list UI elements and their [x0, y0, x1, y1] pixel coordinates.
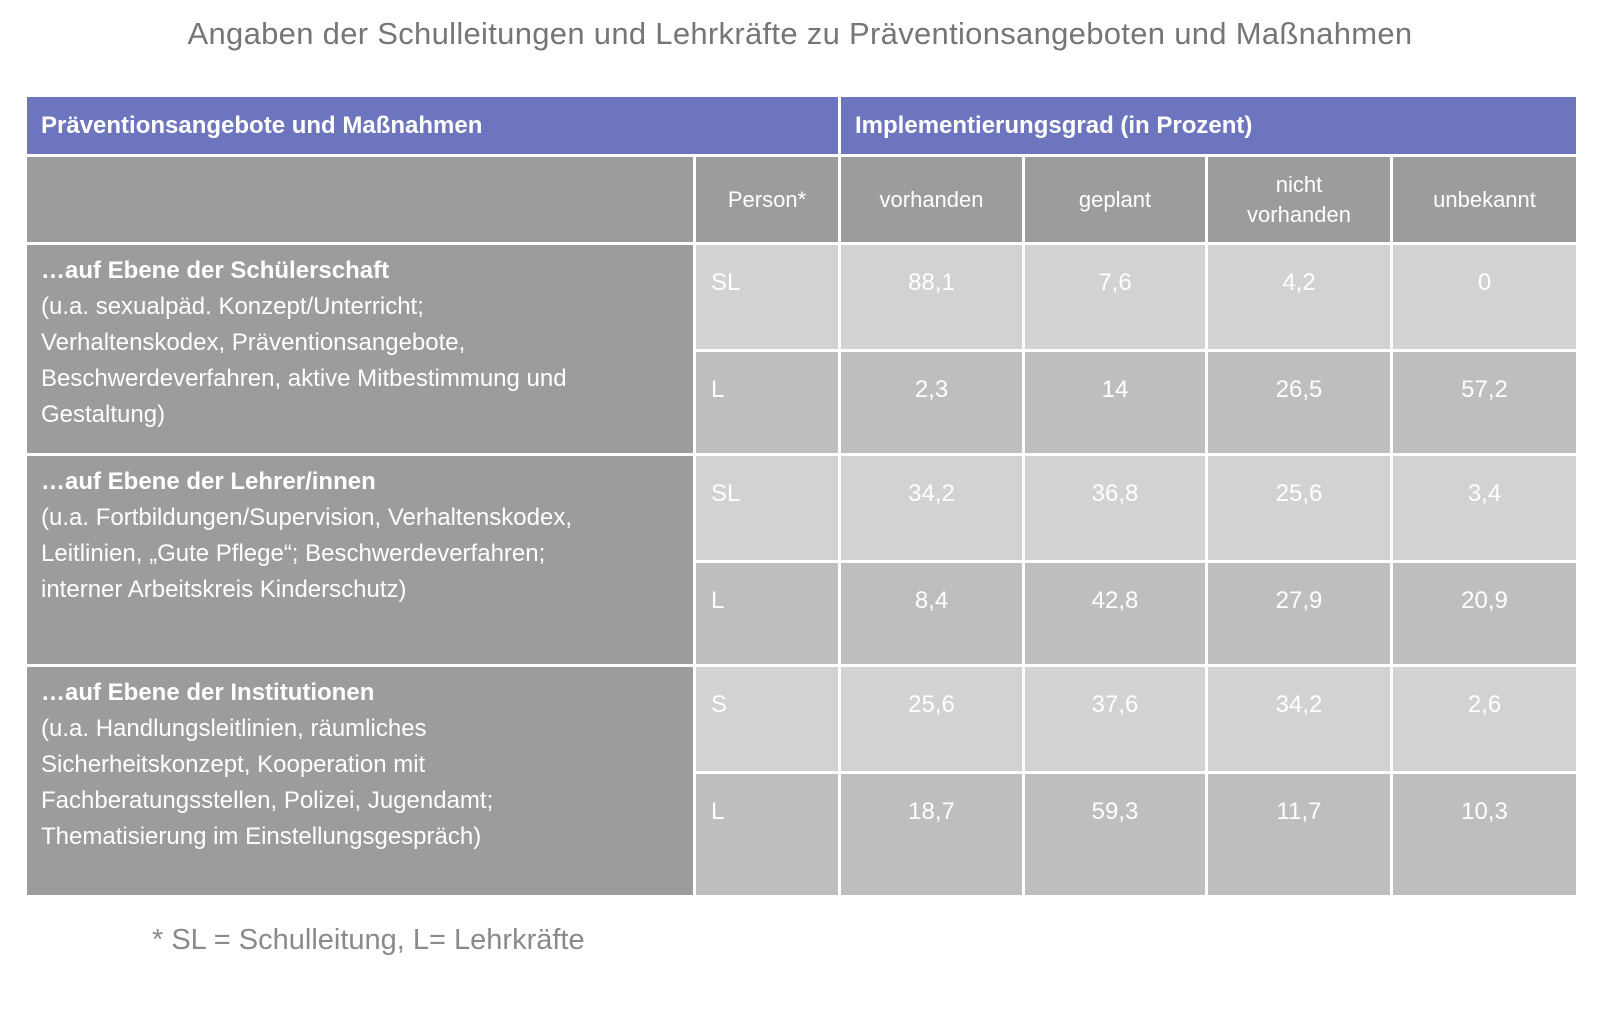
group-institutionen-description — [26, 666, 695, 897]
value-vorhanden: 25,6 — [840, 666, 1024, 773]
value-nicht-vorhanden: 27,9 — [1207, 562, 1392, 666]
person-cell: L — [695, 351, 840, 455]
value-nicht-vorhanden: 11,7 — [1207, 773, 1392, 897]
group-category: …auf Ebene der Institutionen — [41, 679, 375, 706]
value-geplant: 7,6 — [1024, 244, 1207, 351]
table-row — [26, 455, 1578, 562]
footnote: * SL = Schulleitung, L= Lehrkräfte — [152, 924, 585, 956]
value-nicht-vorhanden: 25,6 — [1207, 455, 1392, 562]
value-unbekannt: 3,4 — [1392, 455, 1578, 562]
subheader-empty-cell — [26, 156, 695, 244]
prevention-table — [24, 94, 1579, 898]
person-cell: SL — [695, 455, 840, 562]
value-geplant: 42,8 — [1024, 562, 1207, 666]
value-vorhanden: 34,2 — [840, 455, 1024, 562]
subheader-nicht-vorhanden — [1207, 156, 1392, 244]
value-unbekannt: 10,3 — [1392, 773, 1578, 897]
value-nicht-vorhanden: 4,2 — [1207, 244, 1392, 351]
value-nicht-vorhanden: 34,2 — [1207, 666, 1392, 773]
table-header-row — [26, 96, 1578, 156]
person-cell: L — [695, 562, 840, 666]
subheader-person: Person* — [695, 156, 840, 244]
table-subheader-row — [26, 156, 1578, 244]
group-detail: (u.a. Handlungsleitlinien, räumliches Sicherheitskonzept, Kooperation mit Fachberatungsstellen, Polizei, Jugendamt; Thematisierung im Einstellungsgespräch) — [41, 715, 494, 850]
value-vorhanden: 88,1 — [840, 244, 1024, 351]
value-unbekannt: 20,9 — [1392, 562, 1578, 666]
value-vorhanden: 8,4 — [840, 562, 1024, 666]
page-title: Angaben der Schulleitungen und Lehrkräfte zu Präventionsangeboten und Maßnahmen — [187, 16, 1413, 51]
group-detail: (u.a. Fortbildungen/Supervision, Verhaltenskodex, Leitlinien, „Gute Pflege“; Beschwerdeverfahren; interner Arbeitskreis Kinderschutz) — [41, 504, 572, 603]
person-cell: L — [695, 773, 840, 897]
group-schuelerschaft-description — [26, 244, 695, 455]
header-left-cell: Präventionsangebote und Maßnahmen — [26, 96, 840, 156]
person-cell: S — [695, 666, 840, 773]
group-detail: (u.a. sexualpäd. Konzept/Unterricht; Verhaltenskodex, Präventionsangebote, Beschwerdeverfahren, aktive Mitbestimmung und Gestaltung) — [41, 293, 567, 428]
subheader-geplant: geplant — [1024, 156, 1207, 244]
subheader-vorhanden: vorhanden — [840, 156, 1024, 244]
subheader-nicht-vorhanden-label: nicht vorhanden — [1247, 171, 1351, 227]
group-category: …auf Ebene der Lehrer/innen — [41, 468, 376, 495]
value-geplant: 36,8 — [1024, 455, 1207, 562]
value-geplant: 37,6 — [1024, 666, 1207, 773]
value-nicht-vorhanden: 26,5 — [1207, 351, 1392, 455]
value-vorhanden: 18,7 — [840, 773, 1024, 897]
group-lehrer-description — [26, 455, 695, 666]
value-unbekannt: 0 — [1392, 244, 1578, 351]
value-unbekannt: 2,6 — [1392, 666, 1578, 773]
value-unbekannt: 57,2 — [1392, 351, 1578, 455]
header-right-cell: Implementierungsgrad (in Prozent) — [840, 96, 1578, 156]
subheader-unbekannt: unbekannt — [1392, 156, 1578, 244]
value-vorhanden: 2,3 — [840, 351, 1024, 455]
table-row — [26, 666, 1578, 773]
group-category: …auf Ebene der Schülerschaft — [41, 257, 390, 284]
value-geplant: 14 — [1024, 351, 1207, 455]
person-cell: SL — [695, 244, 840, 351]
table-row — [26, 244, 1578, 351]
value-geplant: 59,3 — [1024, 773, 1207, 897]
